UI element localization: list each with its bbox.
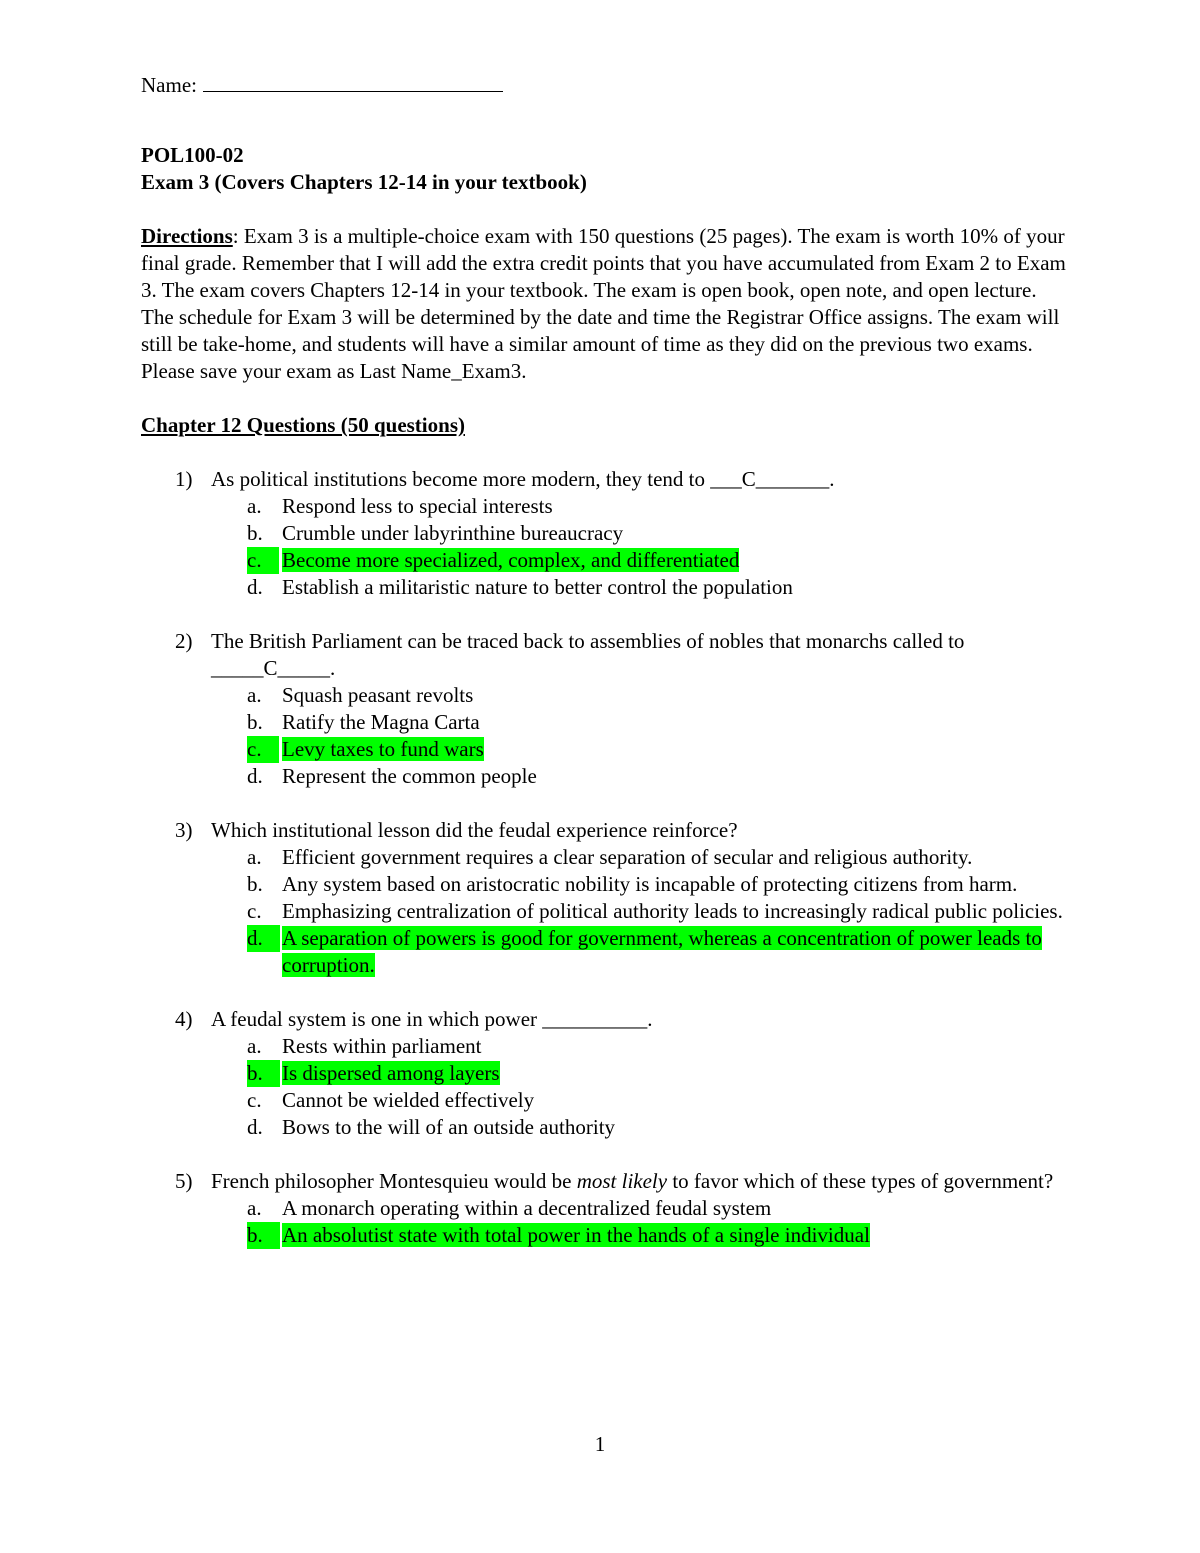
question-number: 1) bbox=[175, 467, 193, 491]
option-text: A monarch operating within a decentralized feudal system bbox=[282, 1196, 772, 1220]
option-a[interactable] bbox=[141, 1033, 1066, 1060]
option-letter: b. bbox=[247, 1222, 280, 1249]
question-text bbox=[211, 1168, 1066, 1195]
option-letter: c. bbox=[247, 547, 279, 574]
option-b[interactable] bbox=[141, 871, 1066, 898]
question-text-part: to favor which of these types of government? bbox=[667, 1169, 1054, 1193]
option-letter: d. bbox=[247, 925, 280, 952]
question-text: The British Parliament can be traced back to assemblies of nobles that monarchs called to _____C_____. bbox=[211, 629, 965, 680]
option-letter: b. bbox=[247, 1060, 280, 1087]
question-text: Which institutional lesson did the feudal experience reinforce? bbox=[211, 818, 738, 842]
option-b[interactable] bbox=[141, 709, 1066, 736]
option-letter: a. bbox=[247, 494, 262, 518]
course-code: POL100-02 bbox=[141, 143, 244, 167]
question-5 bbox=[141, 1168, 1066, 1195]
question-number: 2) bbox=[175, 629, 193, 653]
option-d[interactable] bbox=[141, 574, 1066, 601]
option-text: Ratify the Magna Carta bbox=[282, 710, 480, 734]
exam-page bbox=[141, 72, 1066, 1249]
option-text: Is dispersed among layers bbox=[282, 1061, 500, 1085]
directions-text: : Exam 3 is a multiple-choice exam with 150 questions (25 pages). The exam is worth 10% of your final grade. Remember that I will add the extra credit points that you have accumulated from Exam 2 to Exam 3. The exam covers Chapters 12-14 in your textbook. The exam is open book, open note, and open lecture. The schedule for Exam 3 will be determined by the date and time the Registrar Office assigns. The exam will still be take-home, and students will have a similar amount of time as they did on the previous two exams. Please save your exam as Last Name_Exam3. bbox=[141, 224, 1066, 383]
option-b-highlighted[interactable] bbox=[141, 1222, 1066, 1249]
option-text: Emphasizing centralization of political authority leads to increasingly radical public policies. bbox=[282, 899, 1063, 923]
option-c-highlighted[interactable] bbox=[141, 736, 1066, 763]
option-c[interactable] bbox=[141, 1087, 1066, 1114]
option-text: Levy taxes to fund wars bbox=[282, 737, 484, 761]
page-number: 1 bbox=[594, 1432, 606, 1456]
options-list bbox=[141, 1195, 1066, 1249]
question-2 bbox=[141, 628, 1066, 682]
option-a[interactable] bbox=[141, 844, 1066, 871]
option-letter: d. bbox=[247, 764, 263, 788]
option-text: Become more specialized, complex, and differentiated bbox=[282, 548, 740, 572]
option-text: An absolutist state with total power in the hands of a single individual bbox=[282, 1223, 870, 1247]
option-text: Respond less to special interests bbox=[282, 494, 553, 518]
question-1 bbox=[141, 466, 1066, 493]
question-number: 3) bbox=[175, 818, 193, 842]
question-3 bbox=[141, 817, 1066, 844]
option-letter: d. bbox=[247, 1115, 263, 1139]
question-4 bbox=[141, 1006, 1066, 1033]
option-letter: b. bbox=[247, 710, 263, 734]
section-title: Chapter 12 Questions (50 questions) bbox=[141, 413, 465, 437]
exam-title: Exam 3 (Covers Chapters 12-14 in your textbook) bbox=[141, 170, 587, 194]
directions-label: Directions bbox=[141, 224, 233, 248]
option-d-highlighted[interactable] bbox=[141, 925, 1066, 979]
option-letter: d. bbox=[247, 575, 263, 599]
question-text-emphasis: most likely bbox=[576, 1169, 668, 1193]
option-c[interactable] bbox=[141, 898, 1066, 925]
option-text: Cannot be wielded effectively bbox=[282, 1088, 535, 1112]
name-line bbox=[141, 72, 1066, 99]
option-letter: c. bbox=[247, 736, 279, 763]
option-text: Crumble under labyrinthine bureaucracy bbox=[282, 521, 624, 545]
question-number: 5) bbox=[175, 1169, 193, 1193]
directions-paragraph bbox=[141, 223, 1066, 385]
option-d[interactable] bbox=[141, 1114, 1066, 1141]
option-text: A separation of powers is good for government, whereas a concentration of power leads to corruption. bbox=[282, 926, 1042, 977]
option-text: Squash peasant revolts bbox=[282, 683, 474, 707]
option-a[interactable] bbox=[141, 682, 1066, 709]
option-text: Efficient government requires a clear separation of secular and religious authority. bbox=[282, 845, 973, 869]
option-a[interactable] bbox=[141, 493, 1066, 520]
option-letter: c. bbox=[247, 899, 262, 923]
options-list bbox=[141, 682, 1066, 790]
options-list bbox=[141, 493, 1066, 601]
option-d[interactable] bbox=[141, 763, 1066, 790]
option-b-highlighted[interactable] bbox=[141, 1060, 1066, 1087]
option-letter: c. bbox=[247, 1088, 262, 1112]
option-text: Establish a militaristic nature to better control the population bbox=[282, 575, 793, 599]
option-c-highlighted[interactable] bbox=[141, 547, 1066, 574]
option-letter: a. bbox=[247, 845, 262, 869]
question-text: A feudal system is one in which power __________. bbox=[211, 1007, 653, 1031]
option-text: Any system based on aristocratic nobility is incapable of protecting citizens from harm. bbox=[282, 872, 1018, 896]
options-list bbox=[141, 1033, 1066, 1141]
option-letter: a. bbox=[247, 683, 262, 707]
option-letter: a. bbox=[247, 1034, 262, 1058]
question-number: 4) bbox=[175, 1007, 193, 1031]
option-text: Bows to the will of an outside authority bbox=[282, 1115, 616, 1139]
option-a[interactable] bbox=[141, 1195, 1066, 1222]
option-letter: b. bbox=[247, 521, 263, 545]
name-blank[interactable] bbox=[203, 73, 503, 92]
option-letter: b. bbox=[247, 872, 263, 896]
question-text-part: French philosopher Montesquieu would be bbox=[211, 1169, 577, 1193]
options-list bbox=[141, 844, 1066, 979]
option-letter: a. bbox=[247, 1196, 262, 1220]
option-b[interactable] bbox=[141, 520, 1066, 547]
option-text: Rests within parliament bbox=[282, 1034, 482, 1058]
option-text: Represent the common people bbox=[282, 764, 537, 788]
name-label: Name: bbox=[141, 73, 197, 97]
question-text: As political institutions become more modern, they tend to ___C_______. bbox=[211, 467, 835, 491]
